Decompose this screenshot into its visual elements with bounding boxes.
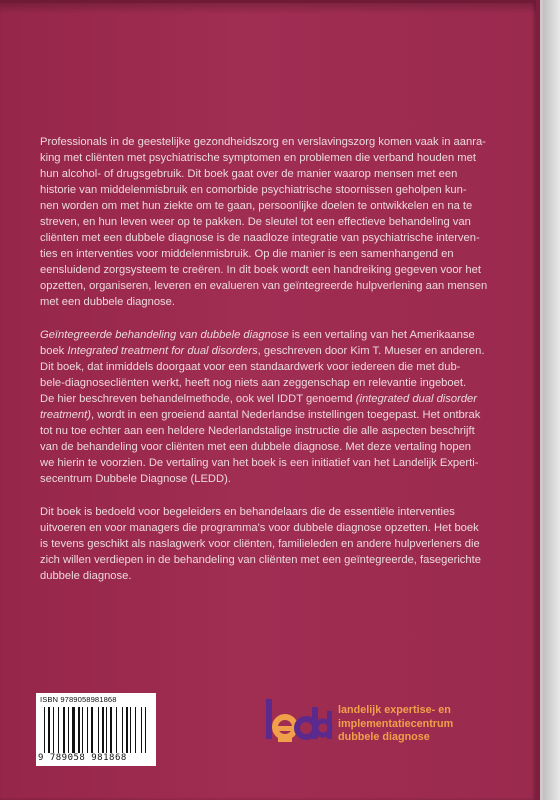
barcode-bar [63,707,65,753]
barcode-bar [82,707,83,753]
iddt-italic: (integrated dual disorder treatment) [40,393,478,421]
barcode-bar [126,707,128,753]
barcode-bar [78,707,80,753]
barcode-bar [102,707,104,753]
publisher-line-2: implementatiecentrum [338,717,454,730]
barcode-bar [110,707,112,753]
barcode-bar [116,707,117,753]
blurb-text [40,134,518,601]
isbn-label: ISBN 9789058981868 [40,695,117,704]
blurb-paragraph-2-part-a: is een vertaling van het Amerikaanse boek [40,329,475,357]
blurb-paragraph-2-part-b: , geschreven door Kim T. Mueser en anderen. Dit boek, dat inmiddels doorgaat voor een standaardwerk voor iedereen die met dub- bele-diagnosecliënten werkt, heeft nog niets aan zeggenschap en relevantie ingeboet. De hier beschreven behandelmethode, ook wel IDDT genoemd [40,345,485,405]
blurb-paragraph-1: Professionals in de geestelijke gezondheidszorg en verslavingszorg komen vaak in aanra- king met cliënten met psychiatrische symptomen en problemen die verband houden met hun alcohol- of drugsgebruik. Dit boek gaat over de manier waarop mensen met een historie van middelenmisbruik en comorbide psychiatrische stoornissen geholpen kun- nen worden om met hun ziekte om te gaan, persoonlijke doelen te ontwikkelen en na te streven, en hun leven weer op te pakken. De sleutel tot een effectieve behandeling van cliënten met een dubbele diagnose is de naadloze integratie van psychiatrische interven- ties en interventies voor middelenmisbruik. Op die manier is een samenhangend en eensluidend zorgsysteem te creëren. In dit boek wordt een handreiking gegeven voor het opzetten, organiseren, leveren en evalueren van geïntegreerde hulpverlening aan mensen met een dubbele diagnose. [40,136,488,308]
blurb-paragraph-2 [40,327,518,487]
publisher-name [338,704,528,745]
barcode-bars [44,707,150,753]
barcode-bar [53,707,54,753]
background-edge [543,0,560,800]
cover-top-edge [0,0,536,3]
ledd-logo-icon [263,697,333,747]
blurb-paragraph-3: Dit boek is bedoeld voor begeleiders en behandelaars die de essentiële interventies uitvoeren en voor managers die programma's voor dubbele diagnose opzetten. Het boek is tevens geschikt als naslagwerk voor cliënten, familieleden en andere hulpverleners die zich willen verdiepen in de behandeling van cliënten met een geïntegreerde, fasegerichte dubbele diagnose. [40,506,481,582]
barcode-bar [145,707,146,753]
book-title-italic: Geïntegreerde behandeling van dubbele diagnose [40,329,289,341]
barcode-bar [98,707,99,753]
barcode-bar [87,707,88,753]
isbn-barcode [36,693,156,766]
barcode-bar [72,707,75,753]
barcode-bar [122,707,123,753]
barcode-bar [106,707,107,753]
original-title-italic: Integrated treatment for dual disorders [67,345,258,357]
barcode-bar [91,707,93,753]
barcode-bar [58,707,59,753]
barcode-bar [68,707,69,753]
barcode-bar [141,707,142,753]
barcode-bar [44,707,45,753]
publisher-line-3: dubbele diagnose [338,731,430,744]
barcode-bar [135,707,136,753]
barcode-bar [48,707,50,753]
publisher-line-1: landelijk expertise- en [338,704,451,716]
barcode-digits: 9 789058 981868 [38,753,127,763]
blurb-paragraph-2-part-c: , wordt in een groeiend aantal Nederlandse instellingen toegepast. Het ontbrak tot nu toe echter aan een heldere Nederlandstalige instructie die alle aspecten beschrijft van de behandeling voor cliënten met een dubbele diagnose. Met deze vertaling hopen we hierin te voorzien. De vertaling van het boek is een initiatief van het Landelijk Experti- secentrum Dubbele Diagnose (LEDD). [40,409,481,485]
barcode-bar [130,707,131,753]
